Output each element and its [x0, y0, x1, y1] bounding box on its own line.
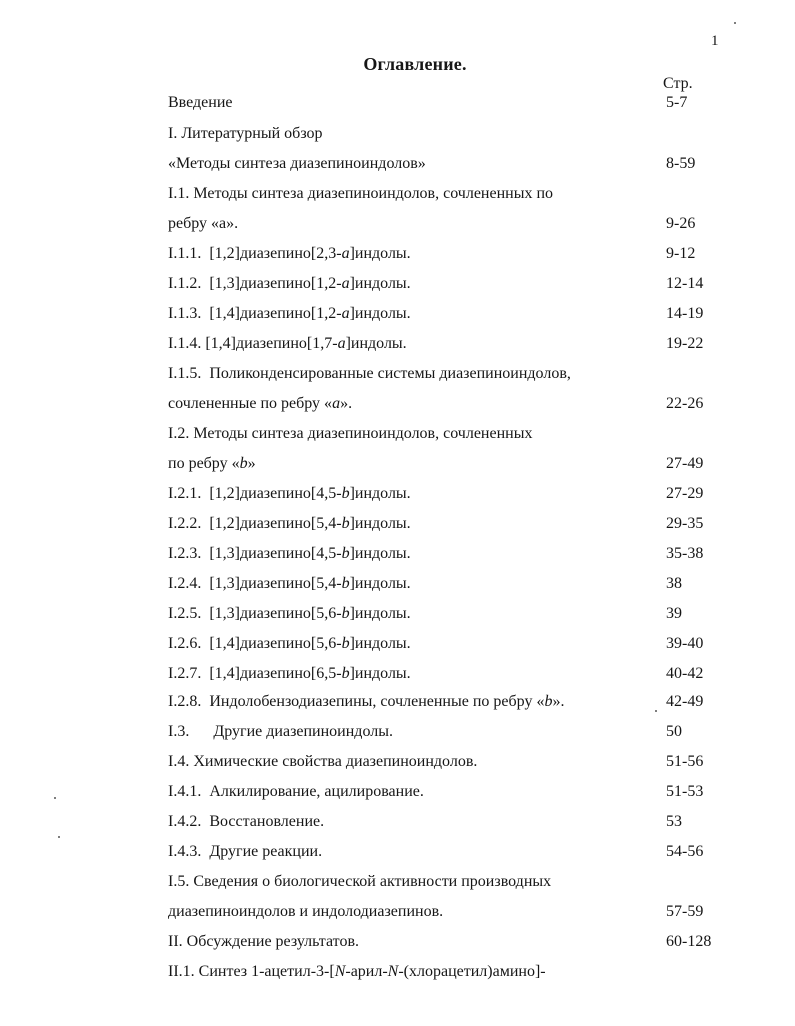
toc-entry — [0, 693, 795, 715]
toc-entry — [0, 963, 795, 985]
toc-entry — [0, 783, 795, 805]
toc-entry-page: 35-38 — [666, 545, 704, 562]
page-title: Оглавление. — [363, 54, 467, 74]
toc-entry-page: 53 — [666, 813, 682, 830]
toc-entry-page: 39-40 — [666, 635, 704, 652]
scan-speck — [734, 22, 736, 24]
toc-entry-title: I.1.1. [1,2]диазепино[2,3-a]индолы. — [168, 245, 411, 262]
page-number: 1 — [711, 33, 719, 49]
toc-entry-title: I.2.5. [1,3]диазепино[5,6-b]индолы. — [168, 605, 411, 622]
toc-entry — [0, 215, 795, 237]
toc-entry-page: 19-22 — [666, 335, 704, 352]
toc-entry-title: I.4.1. Алкилирование, ацилирование. — [168, 783, 424, 800]
page-column-header: Стр. — [663, 75, 693, 92]
toc-entry-title: «Методы синтеза диазепиноиндолов» — [168, 155, 426, 172]
toc-entry-page: 39 — [666, 605, 682, 622]
toc-entry — [0, 425, 795, 447]
toc-entry-page: 57-59 — [666, 903, 704, 920]
toc-entry-page: 27-29 — [666, 485, 704, 502]
toc-entry-page: 60-128 — [666, 933, 712, 950]
toc-entry — [0, 275, 795, 297]
toc-entry — [0, 903, 795, 925]
toc-entry-title: I.1.2. [1,3]диазепино[1,2-a]индолы. — [168, 275, 411, 292]
toc-entry-title: I.2.2. [1,2]диазепино[5,4-b]индолы. — [168, 515, 411, 532]
toc-entry — [0, 933, 795, 955]
toc-entry-title: I.2.6. [1,4]диазепино[5,6-b]индолы. — [168, 635, 411, 652]
toc-entry-title: I.2. Методы синтеза диазепиноиндолов, сочлененных — [168, 425, 533, 442]
toc-entry-title: I.1.5. Поликонденсированные системы диазепиноиндолов, — [168, 365, 571, 382]
toc-entry — [0, 665, 795, 687]
toc-entry — [0, 335, 795, 357]
toc-entry-page: 50 — [666, 723, 682, 740]
toc-entry — [0, 305, 795, 327]
toc-entry — [0, 125, 795, 147]
toc-entry-title: I.2.3. [1,3]диазепино[4,5-b]индолы. — [168, 545, 411, 562]
toc-entry-title: I.4.2. Восстановление. — [168, 813, 325, 830]
toc-entry-title: I.2.4. [1,3]диазепино[5,4-b]индолы. — [168, 575, 411, 592]
toc-entry — [0, 723, 795, 745]
toc-entry-title: I. Литературный обзор — [168, 125, 323, 142]
scan-speck — [58, 836, 60, 838]
toc-entry — [0, 605, 795, 627]
toc-entry-page: 8-59 — [666, 155, 696, 172]
toc-entry-page: 5-7 — [666, 94, 688, 111]
toc-entry-title: ребру «а». — [168, 215, 239, 232]
toc-entry-page: 9-12 — [666, 245, 696, 262]
toc-entry-title: I.1. Методы синтеза диазепиноиндолов, сочлененных по — [168, 185, 554, 202]
toc-entry — [0, 485, 795, 507]
toc-entry — [0, 365, 795, 387]
toc-entry — [0, 753, 795, 775]
toc-entry-page: 51-53 — [666, 783, 704, 800]
toc-entry — [0, 635, 795, 657]
toc-entry — [0, 395, 795, 417]
toc-entry-title: I.2.7. [1,4]диазепино[6,5-b]индолы. — [168, 665, 411, 682]
toc-entry-title: I.4. Химические свойства диазепиноиндолов. — [168, 753, 478, 770]
toc-entry — [0, 873, 795, 895]
toc-entry-title: II. Обсуждение результатов. — [168, 933, 360, 950]
toc-entry — [0, 185, 795, 207]
toc-entry-title: I.5. Сведения о биологической активности производных — [168, 873, 552, 890]
scan-speck — [655, 710, 657, 712]
toc-entry-page: 14-19 — [666, 305, 704, 322]
toc-entry-title: сочлененные по ребру «a». — [168, 395, 353, 412]
toc-entry-title: по ребру «b» — [168, 455, 256, 472]
toc-entry — [0, 455, 795, 477]
toc-entry-title: I.1.4. [1,4]диазепино[1,7-a]индолы. — [168, 335, 407, 352]
toc-entry-page: 38 — [666, 575, 682, 592]
toc-entry — [0, 843, 795, 865]
toc-entry — [0, 813, 795, 835]
toc-entry-page: 9-26 — [666, 215, 696, 232]
toc-entry-page: 40-42 — [666, 665, 704, 682]
toc-entry-title: I.4.3. Другие реакции. — [168, 843, 323, 860]
toc-entry — [0, 94, 795, 116]
toc-entry — [0, 515, 795, 537]
toc-entry-page: 42-49 — [666, 693, 704, 710]
toc-entry-title: Введение — [168, 94, 233, 111]
toc-entry — [0, 545, 795, 567]
toc-entry-page: 27-49 — [666, 455, 704, 472]
toc-entry-title: II.1. Синтез 1-ацетил-3-[N-арил-N-(хлорацетил)амино]- — [168, 963, 546, 980]
toc-entry-title: I.2.8. Индолобензодиазепины, сочлененные по ребру «b». — [168, 693, 565, 710]
toc-entry — [0, 245, 795, 267]
toc-entry-title: I.3. Другие диазепиноиндолы. — [168, 723, 393, 740]
toc-entry-page: 51-56 — [666, 753, 704, 770]
toc-entry-title: диазепиноиндолов и индолодиазепинов. — [168, 903, 444, 920]
toc-entry — [0, 155, 795, 177]
toc-entry-page: 22-26 — [666, 395, 704, 412]
toc-entry-title: I.2.1. [1,2]диазепино[4,5-b]индолы. — [168, 485, 411, 502]
toc-entry-page: 12-14 — [666, 275, 704, 292]
toc-entry-title: I.1.3. [1,4]диазепино[1,2-a]индолы. — [168, 305, 411, 322]
toc-entry-page: 54-56 — [666, 843, 704, 860]
scan-speck — [54, 797, 56, 799]
toc-entry-page: 29-35 — [666, 515, 704, 532]
toc-entry — [0, 575, 795, 597]
